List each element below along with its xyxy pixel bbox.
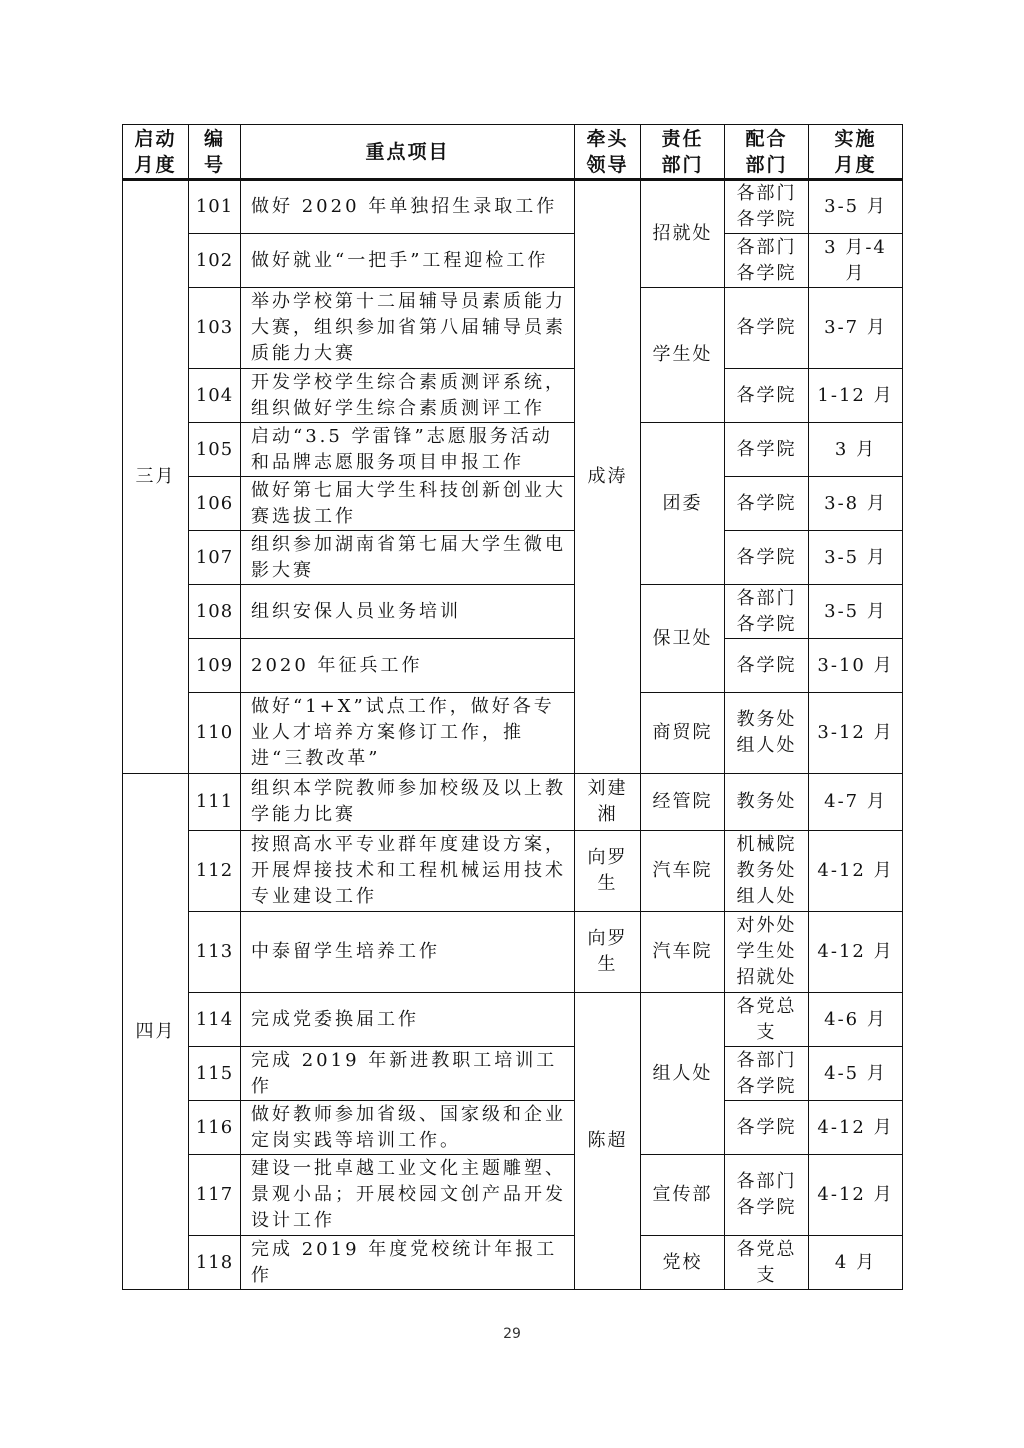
period-cell: 3-8 月 xyxy=(809,477,903,531)
period-cell: 3-5 月 xyxy=(809,180,903,234)
coop-cell: 各学院 xyxy=(725,1101,809,1155)
row-item: 组织参加湖南省第七届大学生微电影大赛 xyxy=(241,531,575,585)
row-item: 组织本学院教师参加校级及以上教学能力比赛 xyxy=(241,774,575,831)
table-row xyxy=(123,180,903,234)
row-item: 建设一批卓越工业文化主题雕塑、景观小品；开展校园文创产品开发设计工作 xyxy=(241,1155,575,1236)
row-item: 做好第七届大学生科技创新创业大赛选拔工作 xyxy=(241,477,575,531)
row-item: 完成 2019 年度党校统计年报工作 xyxy=(241,1236,575,1290)
coop-cell: 各学院 xyxy=(725,369,809,423)
coop-cell: 各部门 各学院 xyxy=(725,180,809,234)
project-table xyxy=(122,124,903,1290)
header-coop: 配合 部门 xyxy=(725,125,809,180)
coop-cell: 各部门 各学院 xyxy=(725,1047,809,1101)
month-cell-march: 三月 xyxy=(123,180,189,774)
period-cell: 3 月 xyxy=(809,423,903,477)
header-leader: 牵头 领导 xyxy=(575,125,641,180)
dept-cell: 招就处 xyxy=(641,180,725,288)
leader-cell: 刘建 湘 xyxy=(575,774,641,831)
row-number: 110 xyxy=(189,693,241,774)
table-row xyxy=(123,831,903,912)
period-cell: 4-12 月 xyxy=(809,831,903,912)
coop-cell: 各学院 xyxy=(725,423,809,477)
leader-cell: 向罗 生 xyxy=(575,912,641,993)
row-item: 做好就业“一把手”工程迎检工作 xyxy=(241,234,575,288)
header-dept: 责任 部门 xyxy=(641,125,725,180)
table-row xyxy=(123,369,903,423)
row-number: 117 xyxy=(189,1155,241,1236)
dept-cell: 宣传部 xyxy=(641,1155,725,1236)
coop-cell: 对外处 学生处 招就处 xyxy=(725,912,809,993)
table-row xyxy=(123,693,903,774)
dept-cell: 汽车院 xyxy=(641,912,725,993)
leader-cell: 陈超 xyxy=(575,993,641,1290)
row-number: 107 xyxy=(189,531,241,585)
period-cell: 4 月 xyxy=(809,1236,903,1290)
row-item: 举办学校第十二届辅导员素质能力大赛，组织参加省第八届辅导员素质能力大赛 xyxy=(241,288,575,369)
leader-cell: 成涛 xyxy=(575,180,641,774)
period-cell: 4-6 月 xyxy=(809,993,903,1047)
coop-cell: 各学院 xyxy=(725,639,809,693)
period-cell: 4-7 月 xyxy=(809,774,903,831)
row-item: 开发学校学生综合素质测评系统，组织做好学生综合素质测评工作 xyxy=(241,369,575,423)
row-number: 103 xyxy=(189,288,241,369)
period-cell: 3-10 月 xyxy=(809,639,903,693)
row-number: 116 xyxy=(189,1101,241,1155)
dept-cell: 汽车院 xyxy=(641,831,725,912)
leader-cell: 向罗 生 xyxy=(575,831,641,912)
row-number: 113 xyxy=(189,912,241,993)
row-item: 完成 2019 年新进教职工培训工作 xyxy=(241,1047,575,1101)
table-row xyxy=(123,912,903,993)
row-item: 做好教师参加省级、国家级和企业定岗实践等培训工作。 xyxy=(241,1101,575,1155)
dept-cell: 党校 xyxy=(641,1236,725,1290)
row-item: 中泰留学生培养工作 xyxy=(241,912,575,993)
table-row xyxy=(123,585,903,639)
coop-cell: 各党总 支 xyxy=(725,1236,809,1290)
table-row xyxy=(123,234,903,288)
dept-cell: 经管院 xyxy=(641,774,725,831)
header-project: 重点项目 xyxy=(241,125,575,180)
dept-cell: 团委 xyxy=(641,423,725,585)
period-cell: 4-5 月 xyxy=(809,1047,903,1101)
row-item: 做好“1+X”试点工作，做好各专业人才培养方案修订工作，推进“三教改革” xyxy=(241,693,575,774)
table-row xyxy=(123,288,903,369)
header-start-month: 启动 月度 xyxy=(123,125,189,180)
table-row xyxy=(123,639,903,693)
coop-cell: 各部门 各学院 xyxy=(725,585,809,639)
row-number: 108 xyxy=(189,585,241,639)
row-item: 完成党委换届工作 xyxy=(241,993,575,1047)
coop-cell: 各部门 各学院 xyxy=(725,1155,809,1236)
month-cell-april: 四月 xyxy=(123,774,189,1290)
dept-cell: 保卫处 xyxy=(641,585,725,693)
row-item: 2020 年征兵工作 xyxy=(241,639,575,693)
row-number: 118 xyxy=(189,1236,241,1290)
period-cell: 3-5 月 xyxy=(809,585,903,639)
row-number: 106 xyxy=(189,477,241,531)
row-number: 105 xyxy=(189,423,241,477)
row-item: 按照高水平专业群年度建设方案，开展焊接技术和工程机械运用技术专业建设工作 xyxy=(241,831,575,912)
table-row xyxy=(123,1236,903,1290)
period-cell: 3-5 月 xyxy=(809,531,903,585)
coop-cell: 教务处 xyxy=(725,774,809,831)
row-number: 112 xyxy=(189,831,241,912)
table-row xyxy=(123,531,903,585)
coop-cell: 各学院 xyxy=(725,531,809,585)
table-row xyxy=(123,423,903,477)
header-row xyxy=(123,125,903,180)
row-number: 102 xyxy=(189,234,241,288)
row-number: 115 xyxy=(189,1047,241,1101)
header-period: 实施 月度 xyxy=(809,125,903,180)
period-cell: 4-12 月 xyxy=(809,912,903,993)
coop-cell: 各党总 支 xyxy=(725,993,809,1047)
period-cell: 3-7 月 xyxy=(809,288,903,369)
row-number: 109 xyxy=(189,639,241,693)
row-number: 111 xyxy=(189,774,241,831)
row-number: 101 xyxy=(189,180,241,234)
coop-cell: 各学院 xyxy=(725,288,809,369)
coop-cell: 各学院 xyxy=(725,477,809,531)
period-cell: 3-12 月 xyxy=(809,693,903,774)
table-row xyxy=(123,774,903,831)
table-row xyxy=(123,993,903,1047)
coop-cell: 各部门 各学院 xyxy=(725,234,809,288)
table-row xyxy=(123,1101,903,1155)
dept-cell: 商贸院 xyxy=(641,693,725,774)
period-cell: 4-12 月 xyxy=(809,1101,903,1155)
dept-cell: 学生处 xyxy=(641,288,725,423)
row-item: 组织安保人员业务培训 xyxy=(241,585,575,639)
coop-cell: 机械院 教务处 组人处 xyxy=(725,831,809,912)
header-number: 编 号 xyxy=(189,125,241,180)
page-number: 29 xyxy=(503,1326,521,1342)
period-cell: 3 月-4 月 xyxy=(809,234,903,288)
table-row xyxy=(123,477,903,531)
row-item: 启动“3.5 学雷锋”志愿服务活动和品牌志愿服务项目申报工作 xyxy=(241,423,575,477)
row-item: 做好 2020 年单独招生录取工作 xyxy=(241,180,575,234)
row-number: 114 xyxy=(189,993,241,1047)
period-cell: 1-12 月 xyxy=(809,369,903,423)
table-row xyxy=(123,1047,903,1101)
dept-cell: 组人处 xyxy=(641,993,725,1155)
coop-cell: 教务处 组人处 xyxy=(725,693,809,774)
row-number: 104 xyxy=(189,369,241,423)
table-row xyxy=(123,1155,903,1236)
period-cell: 4-12 月 xyxy=(809,1155,903,1236)
